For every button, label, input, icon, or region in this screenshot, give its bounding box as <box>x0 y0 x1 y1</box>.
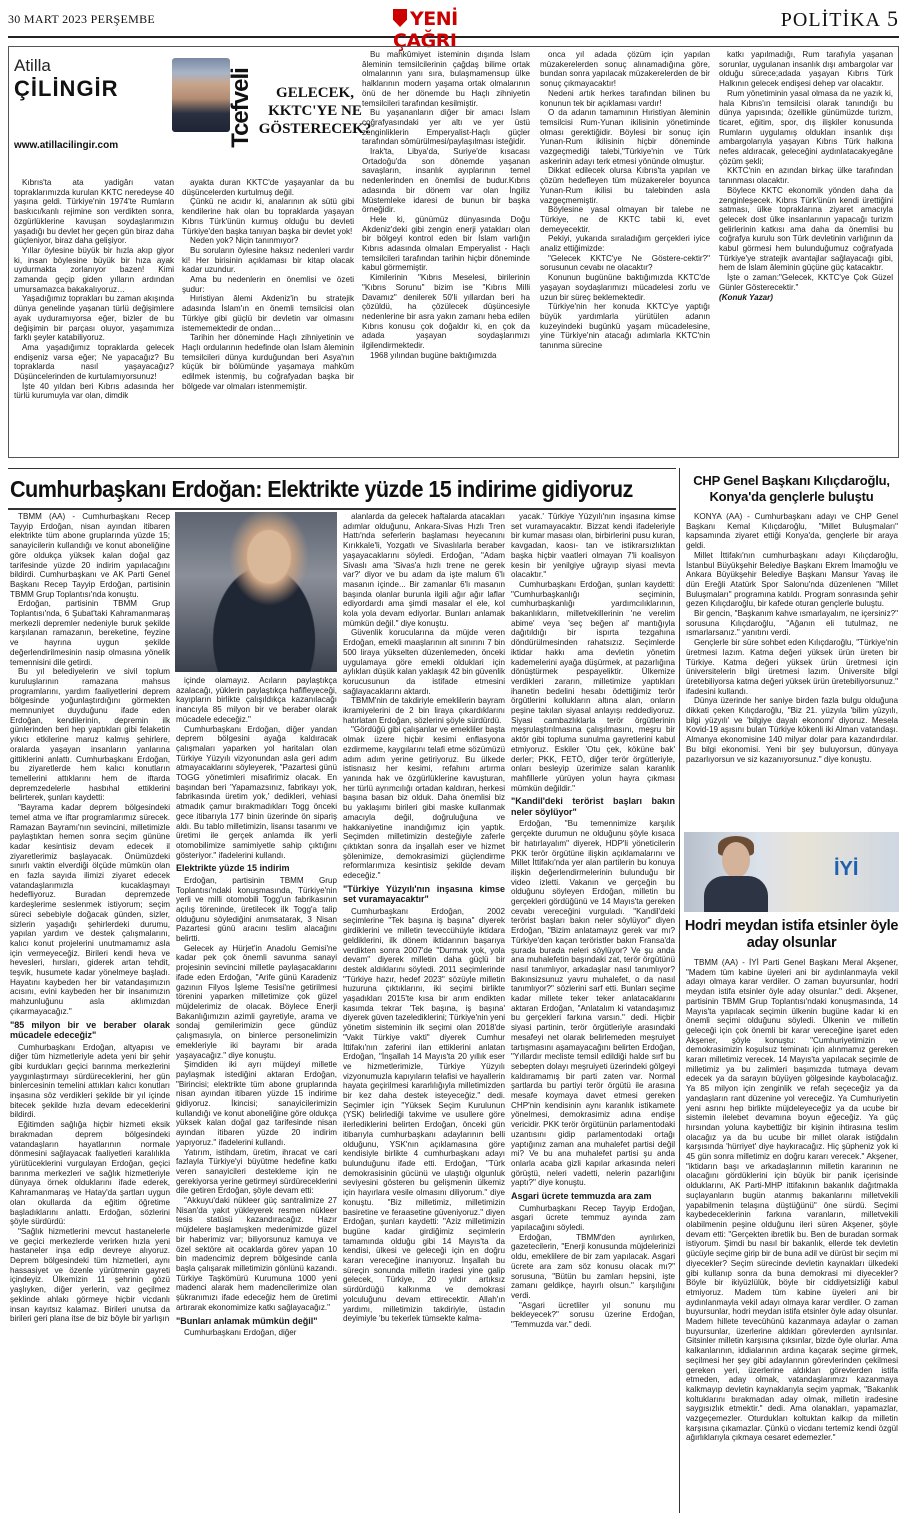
column-title: GELECEK, KKTC'YE NE GÖSTERECEK? <box>258 85 372 137</box>
paragraph: Erdoğan, partisinin TBMM Grup Toplantısı'nda, 6 Şubat'taki Kahramanmaraş merkezli depremler nedeniyle buruk şekilde karşılanan ramazanın, bereketine, feyzine ve hayrına uygun şekilde değerlendirilmesinin nasip olmasına yönelik temennisini dile getirdi. <box>10 599 170 667</box>
author-last-name: ÇİLİNGİR <box>14 76 119 101</box>
paragraph: Dikkat edilecek olursa Kıbrıs'ta yapılan ve çözüm hedefleyen tüm müzakereler boyunca Yunan-Rum ikilisi bu talebinden asla vazgeçmemiştir. <box>540 166 710 205</box>
main-article-col4 <box>511 512 675 1512</box>
paragraph: Ama bu nedenlerin en önemlisi ve özeti şudur: <box>182 275 354 294</box>
column-text-col1 <box>14 178 174 454</box>
paragraph: Rum yönetiminin yasal olmasa da ne yazık ki, hala Kıbrıs'ın temsilcisi olarak tanındığı bu dünya yapısında; özellikle günümüzde turizm, ticaret, eğitim, spor, dış ilişkiler konusunda Rumların uygulamış oldukları insanlık dışı ambargolarıyla yaşayan Kıbrıs Türk halkına nefes aldıracak, geleceğini aydınlatacakyegâne çözüm şekli; <box>719 88 893 166</box>
main-article-col3 <box>343 512 505 1512</box>
paragraph: onca yıl adada çözüm için yapılan müzakerelerden sonuç alınamadığına göre, bundan sonra yapılacak müzakerelerden de bir sonuç çıkmayacaktır! <box>540 50 710 89</box>
paragraph: Cumhurbaşkanı Erdoğan, altyapısı ve diğer tüm hizmetleriyle adeta yeni bir şehir gibi kurdukları geçici barınma merkezlerini yaygınlaştırmayı sürdüreceklerini, her gün binlercesinin temelini attıkları kalıcı konutları inşasına söz verdikleri şekilde bir yıl içinde bitecek şekilde hızla devam edeceklerini bildirdi. <box>10 1042 170 1120</box>
section-name: POLİTİKA <box>780 9 881 31</box>
paragraph: İşte 40 yıldan beri Kıbrıs adasında her türlü kurumuyla var olan, dimdik <box>14 381 174 401</box>
paragraph: Kimilerinin "Kıbrıs Meselesi, birilerinin "Kıbrıs Sorunu" bizim ise "Kıbrıs Milli Davamız" denilerek 50'li yıllardan beri ha çözüldü, ha çözülecek düşüncesiyle nedenlerine bir asra yakın zamanı heba edilen Kıbrıs konusu çok doğaldır ki, en çok da adada yaşayan soydaşlarımızı ilgilendirmektedir. <box>362 273 530 351</box>
paragraph: Cumhurbaşkanı Erdoğan, diğer yandan deprem bölgesini ayağa kaldıracak çalışmaları yaparken yol haritaları olan Türkiye Yüzyılı vizyonundan asla geri adım atmayacaklarını söyleyerek, "Pazartesi günü TOGG yönetimleri misafirimiz olacak. En başından beri 'Yapamazsınız, fabrikayı yok, fabrikasında üretim yok,' dedikleri, vehiasi atmadık çamur bırakmadıkları Togg önceki gece itibarıyla 177 binin üzerinde ön sipariş aldı. Bu tablo milletimizin, lisansı tasarımı ve üretimi ile gerçek anlamda ilk yerli otomobilimize samimiyetle sahip çıktığını gösteriyor." ifadelerini kullandı. <box>176 724 337 860</box>
paragraph: Irak'ta, Libya'da, Suriye'de kısacası Ortadoğu'da son dönemde yaşanan savaşların, insanlık ayıplarının temel nedenlerinden en önemlisi de budur.Kıbrıs adasında bir dönem var olan İngiliz Müstemleke idaresi de bunun bir başka örneğidir. <box>362 147 530 215</box>
author-first-name: Atilla <box>14 56 51 75</box>
aksener-headline: Hodri meydan istifa etsinler öyle aday olsunlar <box>684 918 899 951</box>
paragraph: KONYA (AA) - Cumhurbaşkanı adayı ve CHP Genel Başkanı Kemal Kılıçdaroğlu, "Millet Buluşmaları" kapsamında ziyaret ettiği Konya'da, gençlerle bir araya geldi. <box>686 512 898 551</box>
party-logo-text: İYİ <box>834 858 859 880</box>
page-number: 5 <box>887 6 899 31</box>
paragraph: Erdoğan, "Bu temennimize karşılık gerçekte durumun ne olduğunu şöyle kısaca bir hatırlayalım" diyerek, HDP'li yöneticilerin PKK terör örgütüne ilişkin açıklamalarını ve Millet İttifakı'nda yer alan partilerin bu konuya ilişkin değerlendirmelerinin bulunduğu bir video izletti. Vakanın ve gerçeğin bu olduğunu söyleyen Erdoğan, milletin bu gerçekleri gördüğünü ve 14 Mayıs'ta gereken cevabı vereceğini vurguladı. "Kandil'deki terörist başları bakın neler söylüyor" diyen Erdoğan, "Bizim anlatamayız gerek var mı? Türkiye'den kaçan teröristler bakın Fransa'da şurada burada neleri söylüyor? Ve şu anda ana muhalefetin başındaki zat, terör örgütünü nasıl tanımlıyor, arkadaşlar nasıl tanımlıyor? Bakınsizsunuz yavru muhalefet, o da nasıl tanımlıyor?" sözlerini sarf etti. Bunları seçime kadar millete teker teker anlatacaklarını aktaran Erdoğan, "Anlatalım ki vatandaşımız bu gerçekleri farkına varsın." dedi. Hiçbir siyasi partinin, terör örgütleriyle arasındaki mesafeyi net olarak belirlemeden meşruiyet tartışmasını aşamayacağını belirten Erdoğan, "Yıllardır mecliste temsil edildiği halde sırf bu sebepten dolayı meşruiyeti üzerindeki gölgeyi kaldıramamış bir parti zaten var. Normal şartlarda bu partiyi terör örgütü ile arasına mesafe koymaya davet etmesi gereken CHP'nin kendisinin aynı karanlık istikamete yönelmesi, demokrasimiz adına endişe vericidir. PKK terör örgütünün parlamentodaki uzantısını gidip parlamentodaki ortağı yaptığınız zaman ana muhalefet partisi değil mi? Ve bu ana muhalefet partisi şu anda onlarla acaba gizli kapılar arkasında neleri görüştü, neleri vadetti, nelerin pazarlığını yaptı?" diye konuştu. <box>511 819 675 1188</box>
author-photo <box>172 58 230 132</box>
column-text-col5 <box>719 50 893 454</box>
section-label <box>781 6 899 32</box>
paragraph: alanlarda da gelecek haftalarda atacakları adımlar olduğunu, Ankara-Sivas Hızlı Tren Hattı'nda seferlerin başlaması heyecanını Kırıkkale'li, Yozgatlı ve Sivaslılarla beraber yaşayacaklarını söyledi. Erdoğan, "Adam Sivaslı ama 'Sivas'a hızlı trene ne gerek var?' diyor ve bu adam da işte malum 6'lı masanın içinde... Bir zamanlar 6'lı masanın başında olanlar burunla ilgili ağır ağır laflar ediyordardı ama şimdi masalar el ele, kol kola yola devam ediyorlar. Bunları anlamak mümkün değil." diye konuştu. <box>343 512 505 628</box>
subheading: Elektrikte yüzde 15 indirim <box>176 863 290 874</box>
paragraph: Nedeni artık herkes tarafından bilinen bu konunun tek bir açıklaması vardır! <box>540 88 710 108</box>
paragraph: Ama yaşadığımız topraklarda gelecek endişeniz varsa eğer; Ne yapacağız? Bu topraklarda nasıl yaşayacağız? Düşüncelerinden de kurtulamıyorsunuz! <box>14 342 174 382</box>
paragraph: Eğitimden sağlığa hiçbir hizmeti eksik bırakmadan deprem bölgesindeki vatandaşların hayatlarının normale dönmesini sağlayacak faaliyetleri karalılıkla yürütüceklerini vurgulayan Erdoğan, geçici barınma merkezleri ve sağlık hizmetleriyle dünyaya örnek olduklarını ifade ederek, Kahramanmaraş ve Hatay'da şartları uygun olan okullarda da eğitim öğretime başladıklarını anlattı. Erdoğan, sözlerini şöyle sürdürdü: <box>10 1120 170 1227</box>
column-name-text: Tcefveli <box>227 68 255 148</box>
newspaper-logo <box>393 8 503 52</box>
paragraph: Yaşadığımız toprakları bu zaman akışında dünya genelinde yaşanan türlü değişimlere ayak uyduramıyorsa eğer, bizler de bu değişimin bir parçası oluyor, yaşamımıza farklı şeyler katabiliyoruz. <box>14 294 174 343</box>
logo-text: YENİ ÇAĞRI <box>393 8 458 52</box>
paragraph: "Bayrama kadar deprem bölgesindeki temel atma ve iftar programlarımız sürecek. Ramazan Bayramı'nın sevincini, milletimizle paylaştıktan hemen sonra seçim gününe kadar kesintisiz devam edecek il ziyaretlerimiz başlayacak. Önümüzdeki sınırlı vaktin elverdiği ölçüde mümkün olan en fazla sayıda ilimizi ziyaret edecek vatandaşlarımızla kucaklaşmayı hedefliyoruz. Buradan depremzede kardeşlerime seslenmek istiyorum; seçim süreci sebebiyle doğacak günden, sizler, sizlerin yaşadığı şehirlerdeki durumu, yapılan yardım ve destek çalışmalarını, kalıcı konut projelerini unutmamamız asla için vermeyeceğiz. Birileri kendi heva ve hevesleri, hırsları, giderek artan tehdit, teşvik, husumete kadar yönelmeye başladı. Hayatını kaybeden her bir vatandaşımızın acısını, evini kaybeden her bir insanımızın mahzunluğunu asla aklımızdan çıkarmayacağız." <box>10 803 170 1016</box>
subheading: Asgari ücrete temmuzda ara zam <box>511 1191 652 1202</box>
paragraph: Bu yıl belediyelerin ve sivil toplum kuruluşlarının ramazana mahsus programlarını, yardım faaliyetlerini deprem bölgesinde yoğunlaştırdığını görmekten memnuniyet duyduğunu ifade eden Erdoğan, kendilerinin, depremin ilk günlerinden beri hep yaptıkları gibi felaketin yıkıcı etkilerine maruz kalmış şehirlere, oralarda yaşayan insanların yanlarına gittiklerini anlattı. Cumhurbaşkanı Erdoğan, bu ziyaretlerde hem kalıcı konutların temellerini attıklarını hem de iftarda depremzedelerle hasbıhal ettiklerini belirterek, şunları kaydetti: <box>10 667 170 803</box>
paragraph: Hele ki, günümüz dünyasında Doğu Akdeniz'deki gibi zengin enerji yatakları olan bir bölgeyi kontrol eden bir İslam varlığın Kıbrıs adasında olmaları Emperyalist - Haçlı temsilcileri tarafından tarihin hiçbir döneminde kabul görmemiştir. <box>362 214 530 273</box>
paragraph: Cumhurbaşkanı Erdoğan, diğer <box>184 1328 297 1337</box>
paragraph: "Gördüğü gibi çalışanlar ve emekliler başta olmak üzere hiçbir kesimi enflasyona ezdirmeme, kaygılarını telafi etme sözümüzü adım adım yerine getiriyoruz. Bu ülkede istisnasız her kesimi, refahını artırma yanında hak ve özgürlüklerine kavuşturan, her türlü ayrımcılığı ortadan kaldıran, herkesi başına basan biz olduk. Daha önemlisi biz bu yaklaşımı birileri gibi maske kullanmak amacıyla değil, doğruluğuna ve hakkaniyetine inandığımız için yaptık. Seçimden milletimizin desteğiyle zaferle çıktıktan sonra da inşallah eser ve hizmet şölenimize, demokrasimizi güçlendirme reformlarımıza kesintisiz şekilde devam edeceğiz." <box>343 725 505 881</box>
main-article-col2 <box>176 676 337 1512</box>
paragraph: yacak.' Türkiye Yüzyılı'nın inşasına kimse set vuramayacaktır. Bizzat kendi ifadeleriyle bir kumar masası olan, birbirlerini pusu kuran, kavgadan, kaosı- tan ve istikrarsızlıktan başka hiçbir vaatleri olmayan 7'li koalisyon kesin bir yenilgiye uğrayıp siyasi mevta olacaktır." <box>511 512 675 580</box>
column-divider <box>679 468 680 1513</box>
divider <box>8 468 676 469</box>
erdogan-photo <box>175 512 337 672</box>
paragraph: Yıllar öylesine büyük bir hızla akıp giyor ki, insan böylesine büyük bir hıza ayak uydurmakta zorlanıyor bazen! Kimi zamanda geçip giden yılların ardından umursamazca bakakalıyoruz… <box>14 245 174 294</box>
chp-headline: CHP Genel Başkanı Kılıçdaroğlu, Konya'da gençlerle buluştu <box>693 473 890 504</box>
paragraph: KKTC'nin en azından birkaç ülke tarafından tanınması olacaktır. <box>719 166 893 186</box>
column-signature: (Konuk Yazar) <box>719 292 773 302</box>
paragraph: Bir gencin, "Başkanım kahve ısmarlayalım, ne içersiniz?" sorusuna Kılıçdaroğlu, "Ağanın eli tutulmaz, ne ısmarlarsanız." yanıtını verdi. <box>686 609 898 638</box>
paragraph: Erdoğan, partisinin TBMM Grup Toplantısı'ndaki konuşmasında, Türkiye'nin yerli ve milli otomobili Togg'un fabrikasının açılış töreninde, üretilecek ilk Togg'a talip olduğunu söylediğini anımsatarak, 3 Nisan Pazartesi günü aracını teslim alacağını belirtti. <box>176 875 337 944</box>
paragraph: TBMM (AA) - İYİ Parti Genel Başkanı Meral Akşener, "Madem tüm kabine üyeleri ani bir aydınlanmayla vekil adayı olmaya karar verdiler. O zaman buyursunlar, hodri meydan istifa etsinler öyle aday olsunlar." dedi. Akşener, partisinin TBMM Grup Toplantısı'ndaki konuşmasında, 14 Mayıs'ta yapılacak seçimin ülkenin bugüne kadar ki en önemli seçimi olduğunu söyledi. Ülkenin ve milletin geleceği için çok önemli bir karar vereceğine işaret eden Akşener, şöyle konuştu: "Cumhuriyetimizin ve demokrasimizin koşulsuz teminatı için alınmamız gereken kararı milletimiz verecek. 14 Mayıs'ta yapılacak seçimle de milletimiz ya bu zalimleri başımızda tutmaya devam edecek ya da sarayın büyüyen gölgesinde kaybolacağız. Ya 85 milyon için zenginlik ve refah seçeceğiz ya da yandaşların rant düzenine yol vereceğiz. Ya Cumhuriyetin yeni asrını hep birlikte müjdeleyeceğiz ya da ucube bir sistemin ilelebet devamına boyun eğeceğiz. Ya güç hırsından yoluna kaybettiğiz bir kişinin ihtirasına teslim olacağız ya da bu ucube bir millet olarak istiğdalın karşısında 'hürriyet' diye haykıracağız. Hiç şüpheniz yok ki 45 gün sonra milletimiz en doğru kararı verecek." Akşener, "iktidarın başı ve arkadaşlarının milletin kararının ne olacağını gördüklerini için büyük bir panik içerisinde olduklarını, AK Parti-MHP ittifakının bakanlık dağıtmakla suçlayanların bugün atanmış bakanlarını milletvekili yapabilmenin telaşına düştüğünü" öne sürdü. Seçimi kaybedeceklerinin farkına varanların, milletvekili olabilmenin peşine olduğunu ileri süren Akşener, şöyle devam etti: "Gerçekten ibretlik bu. Ben de buradan sormak istiyorum. Şimdi bu nasıl bir bakanlık, ellerde tek devletin gücüyle seçime girip bir de buna adil ve dürüst bir seçim mi diyecekler? Seçim sürecinde devletin kaynakları ülkedeki gibi kullanıp sonra da buna demokrasi mi diyecekler? Böyle bir ikiyüzlülük, böyle bir ciddiyetsizliği kabul etmiyoruz. Madem tüm kabine üyeleri ani bir aydınlanmayla vekil adayı olmaya karar verdiler. O zaman buyursunlar, hodri meydan istifa etsinler öyle aday olsunlar. Madem hillete tevecühünü kazanmaya adaylar o zaman buyursunlar, üzerlerine aldıkları görevlerden ayrılsınlar. Gitsinler milletin karşısına çıksınlar, bizde öyle olurlar. Ama kalkanlarının, iddialarının ardına kaçarak seçime girmek, seçilmesi her şey gibi adaylarının görevlerinden çekilmesi gereken yeri, üzerlerine aldıkları görevlerden istifa etmeden, aday olmak, vatandaşlarımızı kazanmaya kalkmayıp devletin kaynaklarıyla seçim yapmak, "Bakanlık koltuklarını bırakmadan aday olmak, milletin iradesine saygısızlık etmektir." dedi. Ama olanakları, yapamazlar, vazgeçemezler. Oturdukları koltuktan kalkıp da milletin karşısına çıkamazlar. Çünkü o vicdanı tertemiz kendi özgül ağırlıklarıyla çıkmaya cesaret edemezler." <box>686 958 898 1443</box>
paragraph: Hıristiyan âlemi Akdeniz'in bu stratejik adasında İslam'ın en önemli temsilcisi olan Türkiye gibi güçlü bir devletin var olmasını istememektedir de ondan… <box>182 294 354 333</box>
issue-date: 30 MART 2023 PERŞEMBE <box>8 12 156 26</box>
main-headline: Cumhurbaşkanı Erdoğan: Elektrikte yüzde 15 indirime gidiyoruz <box>10 476 633 502</box>
paragraph: İşte o zaman:"Gelecek, KKTC'ye Çok Güzel Günler Gösterecektir." <box>719 273 893 292</box>
photo-detail <box>722 842 750 878</box>
paragraph: ayakta duran KKTC'de yaşayanlar da bu düşüncelerden kurtulmuş değil. <box>182 178 354 197</box>
paragraph: Gelecek ay Hürjet'in Anadolu Gemisi'ne kadar pek çok önemli savunma sanayi projesinin sevincini milletle paylaşacaklarını ifade eden Erdoğan, "Arife günü Karadeniz gazının Filyos İşleme Tesisi'ne getirilmesi törenini yaparken milletimize çok güzel müjdelerimiz de olacak. Böylece Enerji Bakanlığımızın azimli gayretiyle, arama ve sondaj gemilerimizin gece gündüz çalışmasıyla, on binlerce personelimizin emekleriyle iki bayramı bir arada yaşayacağız." diye konuştu. <box>176 943 337 1060</box>
paragraph: "Gelecek KKTC'ye Ne Göstere-cektir?" sorusunun cevabı ne olacaktır? <box>540 253 710 273</box>
paragraph: O da adanın tamamının Hıristiyan âleminin temsilcisi Rum-Yunan ikilisinin yönetiminde olması gerektiğidir. Böylesi bir sonuç için Yunan-Rum ikilisinin hiçbir döneminde vazgeçmediği talebi,"Türkiye'nin ve Türk askerinin adayı terk etmesi yönünde olmuştur. <box>540 108 710 166</box>
page-header <box>8 4 899 52</box>
paragraph: Türkiye'nin her konuda KKTC'ye yaptığı büyük yardımlarla yürütülen adanın kuzeyindeki bugünkü yaşam mücadelesine, yine Türkiye'nin atacağı adımlarla KKTC'nin tanınma sürecine <box>540 302 710 351</box>
logo-mark-icon <box>393 9 407 27</box>
paragraph: "Akkuyu'daki nükleer güç santralimize 27 Nisan'da yakıt yükleyerek resmen nükleer tesis statüsü kazandıracağız. Hazır müjdelere başlamışken medenimizde güzel bir haberimiz var; biliyorsunuz kamuya ve özel sektöre ait ocaklarda görev yapan 10 bin madencimiz deprem bölgesinde canla başla çalışarak milletimizin gönlünü kazandı. Türkiye Taşkömürü Kurumuna 1000 yeni madenci alarak hem madencilerimize olan şükranımızı ifade edeceğiz hem de üretimi artırarak ekonomimize katkı sağlayacağız." <box>176 1196 337 1312</box>
photo-detail <box>704 876 768 912</box>
paragraph: "Sağlık hizmetlerini mevcut hastanelerle ve geçici merkezlerde verirken hızla yeni hastaneler inşa edip devreye alıyoruz. Deprem bölgesindeki tüm hizmetleri, aynı hassasiyet ve özenle yürütmenin gayreti içindeyiz. Ülkemizin 11 şehrinin gözü yaşlıyken, diğer yerlerin, vaz geçilmez şeklinde ahlakı görmeye hiçbir vicdanlı insan kayıtsız kalamaz. Birileri unutsa da birileri geri plana itse de biz böyle bir yarlışın <box>10 1226 170 1324</box>
paragraph: Cumhurbaşkanı Erdoğan, 2002 seçimlerine "Tek başına iş başına" diyerek girdiklerini ve milletin teveccühüyle iktidara geldiklerini, ilk dönem iktidarının başarıya verdikten sonra 2007'de "Durmak yok, yola devam" diyerek milletin daha güçlü bir destek aldıklarını söyledi. 2011 seçimlerinde "Türkiye hazır, hedef 2023" sözüyle milletin huzuruna çıktıklarını, iki seçimi birlikte yaşadıkları 2015'te kısa bir arım endikten kasımda tekrar 'Tek başına, iş başına' diyerek güven tazelediklerini; Türkiye'nin yeni yönetim sisteminin ilk seçimi olan 2018'de "Vakit Türkiye vakti" diyerek Cumhur İttifakı'nın zaferini ilan ettiklerini anlatan Erdoğan, "İnşallah 14 Mayıs'ta 20 yıllık eser ve hizmetlerimizle, Türkiye Yüzyılı vizyonumuzla kapıyıların telafisi ve hayallerin hayata geçirilmesi kararlılığıyla milletimizden bir kez daha destek isteyeceğiz." dedi. Seçimler için "Yüksek Seçim Kurulunun (YSK) belirlediği takvime ve usullere göre ilerlediklerini belirten Erdoğan, önceki gün itibarıyla cumhurbaşkanı adaylarının belli olduğunu, YSK'nın açıklamasına göre kendisiyle birlikte 4 cumhurbaşkanı adayı bulunduğunu ifade etti. Erdoğan, "Türk demokrasisinin gücünü ve ulaştığı olgunluk seviyesini gösteren bu gelişmenin ülkemiz için hayırlara vesile olmasını diliyorum." diye konuştu. "Biz milletimiz, milletimizin basiretine ve feraasetine güveniyoruz." diyen Erdoğan, şunları kaydetti: "Aziz milletimizin bugüne kadar girdiğimiz seçimlerin tamamında olduğu gibi 14 Mayıs'ta da kendisi, ülkesi ve geleceği için en doğru kararı vereceğine inanıyoruz. İnşallah bu süreçin sonunda milletin iradesi yine galip gelecek, Türkiye, 20 yıldır artıksız sürdürdüğü kalkınma ve demokrasi yolculuğunu devam ettirecektir. Allah'ın yardımı, milletimizin takdiriyle, üstadın deyimiyle 'bu tekerlek tümsekte kalma- <box>343 906 505 1324</box>
paragraph: Cumhurbaşkanı Recep Tayyip Erdoğan, asgari ücrete temmuz ayında zam yapılacağını söyledi. <box>511 1203 675 1233</box>
paragraph: TBMM (AA) - Cumhurbaşkanı Recep Tayyip Erdoğan, nisan ayından itibaren elektrikte tüm abone gruplarında yüzde 15; sanayicilerin kullandığı ve konut aboneliğine göre oldukça yüksek kalan doğal gaz tarifesinde yüzde 20 indirim yapılacağını bildirdi. Cumhurbaşkanı ve AK Parti Genel Başkanı Recep Tayyip Erdoğan, partisinin TBMM Grup Toplantısı'nda konuştu. <box>10 512 170 599</box>
paragraph: 1968 yılından bugüne baktığımızda <box>370 350 497 360</box>
paragraph: Neden yok? Niçin tanınmıyor? <box>190 236 299 246</box>
paragraph: Bu soruların öylesine haksız nedenleri vardır ki! Her birisinin açıklaması bir kitap olacak kadar uzundur. <box>182 245 354 275</box>
subheading: "Türkiye Yüzyılı'nın inşasına kimse set vuramayacaktır" <box>343 883 505 905</box>
chp-article-text <box>686 512 898 824</box>
paragraph: TBMM'nin de takdiriyle emeklilerin bayram ikramiyelerini de 2 bin liraya çıkardıklarını hatırlatan Erdoğan, sözlerini şöyle sürdürdü. <box>343 696 505 725</box>
main-article-col1 <box>10 512 170 1512</box>
paragraph: Millet İttifakı'nın cumhurbaşkanı adayı Kılıçdaroğlu, İstanbul Büyükşehir Belediye Başkanı Ekrem İmamoğlu ve Ankara Büyükşehir Belediye Başkanı Mansur Yavaş ile dün Ereğli Atatürk Spor Salonu'nda düzenlenen "Millet Buluşmaları" programına katıldı. Program sonrasında şehir gezen Kılıçdaroğlu, bir kafede oturan gençlerle buluştu. <box>686 550 898 609</box>
paragraph: Dünya üzerinde her saniye birden fazla bulgu olduğuna dikkati çeken Kılıçdaroğlu, "Biz 21. yüzyıla 'bilim yüzyılı, bilgi yüzyılı' ve 'bilgiye dayalı ekonomi' diyoruz. Mesela Kovid-19 aşısını bulan Türkiye kökenli iki Alman vatandaşı. Almanya ekonomisine 140 milyar dolar para kazandırdılar. Bu bilgi ekonomisi. Yeni bir şey buluyorsun, dünyaya pazarlıyorsun ve siz kazanıyorsunuz." diye konuştu. <box>686 696 898 764</box>
divider <box>8 508 676 510</box>
column-text-col2 <box>182 178 354 454</box>
paragraph: Güvenlik korucularına da müjde veren Erdoğan, emekli maaşlarının alt sınırını 7 bin 500 liraya yükselten düzenlemeden, önceki uygulamaya göre emekli olduklari için aylıkları düşük kalan yaklaşık 42 bin güvenlik korucusunun da istifade etmesini sağlayacaklarını aktardı. <box>343 628 505 696</box>
paragraph: "Asgari ücretliler yıl sonunu mu bekleyecek?" sorusu üzerine Erdoğan, "Temmuzda var." dedi. <box>511 1300 675 1330</box>
column-name <box>228 58 254 158</box>
paragraph: Şimdiden iki ayrı müjdeyi milletle paylaşmak istediğini aktaran Erdoğan, "Birincisi; elektrikte tüm abone gruplarında nisan ayından itibaren yüzde 15 indirime gidiyoruz. İkincisi; sanayicilerimizin kullandığı ve konut aboneliğine göre oldukça yüksek kalan doğal gaz tarifesinde nisan ayından itibaren yüzde 20 indirim yapıyoruz." ifadelerini kullandı. <box>176 1060 337 1147</box>
paragraph: Tarihin her döneminde Haçlı zihniyetinin ve Haçlı ordularının hedefinde olan İslam âleminin temsilcileri dünya kurduğundan beri Asya'nın küçük bir bölümünde yaşamaya mahkûm edilmek istenmiş, bu coğrafyadan başka bir bölgede var olmaları istenmemiştir. <box>182 333 354 391</box>
subheading: "Bunları anlamak mümkün değil" <box>176 1315 318 1326</box>
subheading: "85 milyon bir ve beraber olarak mücadele edeceğiz" <box>10 1019 170 1041</box>
paragraph: Böylece KKTC ekonomik yönden daha da zenginleşecek. Kıbrıs Türk'ünün kendi ürettiğini satması, ülke topraklarına ziyaret amacıyla gelecek dost ülke insanlarının yapacağı turizm gelirlerinin katkısı ama daha da önemlisi bu coğrafya kurulu son Türk devletinin varlığının da kabul görmesi hem bulunduğumuz coğrafyada Türkiye'ye stratejik avantajlar sağlayacağı gibi, hem de İslam âleminin güçüne güç katacaktır. <box>719 185 893 273</box>
column-text-col3 <box>362 50 530 454</box>
paragraph: Pekiyi, yukarıda sıraladığım gerçekleri iyice analiz ettiğimizde: <box>540 234 710 254</box>
author-website[interactable]: www.atillacilingir.com <box>14 140 119 151</box>
paragraph: Bu mahkûmiyet isteminin dışında İslam âleminin temsilcilerinin çağdaş bilime ortak olmalarının yanı sıra, bulaşmamensup ülke halklarının modern yaşama ortak olmalarının önü de her dönemde bu Haçlı zihniyetin temsilcileri tarafından kesilmiştir. <box>362 50 530 108</box>
paragraph: Cumhurbaşkanı Erdoğan, şunları kaydetti: "Cumhurbaşkanlığı seçiminin, cumhurbaşkanlığı yardımcılıklarının, bakanlıkların, milletvekillerinin 'ne verelim abime' veya 'seç beğen al' mantığıyla dağıtıldığı bir ispırta tezgahına döndürülmesinden rahatsızız. Seçimlerde iktidar hakkı ama devletin yönetim kademelerini ayağa düşürmek, at pazarlığına dönüştürmek pespayeliktir. Ülkemize verdikleri zararın, milletimize yaptıkları ihanetin bedelini hesabı ödettiğimiz terör örgütlerini kollukların altına alan, onların peşine takılan siyasal anlayışı reddediyoruz. Siyasi cambazlıklarla terör örgütlerinin meşrulaştırılmasına çalışılmasını, meşru bir aktör gibi topluma sunulma gayretlerini kabul etmiyoruz. Eskiler 'Otu çek, köküne bak' derler; PKK, FETÖ, diğer terör örgütleriyle, onları besleyip üzerimize salan karanlık mahfillerle yürüyen yolun hayra çıkması mümkün değildir." <box>511 579 675 793</box>
subheading: "Kandil'deki terörist başları bakın neler söylüyor" <box>511 796 675 817</box>
paragraph: Erdoğan, TBMM'den ayrılırken, gazetecilerin, "Enerji konusunda müjdelerinizi oldu, emeklilere de bir zam yapılacak. Asgari ücrete ara zam söz konusu olacak mı?" sorusuna, "Bütün bu zamları hepsini, işte zamanı geldikçe, hayırlı olsun." karşılığını verdi. <box>511 1232 675 1300</box>
paragraph: Konunun bugününe baktığımızda KKTC'de yaşayan soydaşlarımızı mücadelesi zorlu ve uzun bir süreç beklemektedir. <box>540 273 710 302</box>
paragraph: Kıbrıs'ta ata yadigârı vatan topraklarımızda kurulan KKTC neredeyse 40 yaşına geldi. Türkiye'nin 1974'te Rumların baskıcı/kanlı rejimine son verdikten sonra, özgürlüklerine kavuşan soydaşlarımızın yaşadığı bu devlet her geçen gün biraz daha güçleniyor, biraz daha gelişiyor. <box>14 178 174 246</box>
paragraph: içinde olamayız. Acıların paylaştıkça azalacağı, yüklerin paylaştıkça hafifleyeceği, kayıpların birlikte çalışıldıkça kazanılacağı inancıyla 85 milyon bir ve beraber olarak mücadele edeceğiz." <box>176 676 337 724</box>
paragraph: Böylesine yasal olmayan bir talebe ne Türkiye, ne de KKTC tabii ki, evet demeyecektir. <box>540 205 710 234</box>
column-text-col4 <box>540 50 710 454</box>
paragraph: Çünkü ne acıdır ki, analarının ak sütü gibi kendilerine hak olan bu topraklarda yaşayan Kıbrıs Türk'ünün kurmuş olduğu bu devleti Türkiye'den başka tanıyan başka bir devlet yok! <box>182 197 354 236</box>
paragraph: Yatırım, istihdam, üretim, ihracat ve cari fazlayla Türkiye'yi büyütme hedefine katkı veren sanayicileri destekleme için ne gerekiyorsa yerine getirmeyi sürdüreceklerini dile getiren Erdoğan, şöyle devam etti: <box>176 1147 337 1196</box>
aksener-photo <box>684 832 899 912</box>
paragraph: Gençlerle bir süre sohbet eden Kılıçdaroğlu, "Türkiye'nin üretmesi lazım. Katma değeri yüksek ürün üreten bir Türkiye. Katma değeri yüksek ürün üretmesi için üniversitelerin bilgi üretmesi lazım. Üniversite bilgi üretebiliyorsa katma değeri yüksek ürün üretebiliyorsunuz." ifadesini kullandı. <box>686 638 898 696</box>
paragraph: katkı yapılmadığı, Rum tarafıyla yaşanan sorunlar, uygulanan insanlık dışı ambargolar var olduğu sürece;adada yaşayan Kıbrıs Türk Halkının gelecek endişesi dehep var olacaktır. <box>719 50 893 89</box>
aksener-article-text <box>686 958 898 1512</box>
paragraph: Bu yaşananların diğer bir amacı İslam coğrafyasındaki yer altı ve yer üstü zenginliklerin Emperyalist-Haçlı güçler tarafından sömürülmesi/paylaşılması isteğidir. <box>362 108 530 147</box>
